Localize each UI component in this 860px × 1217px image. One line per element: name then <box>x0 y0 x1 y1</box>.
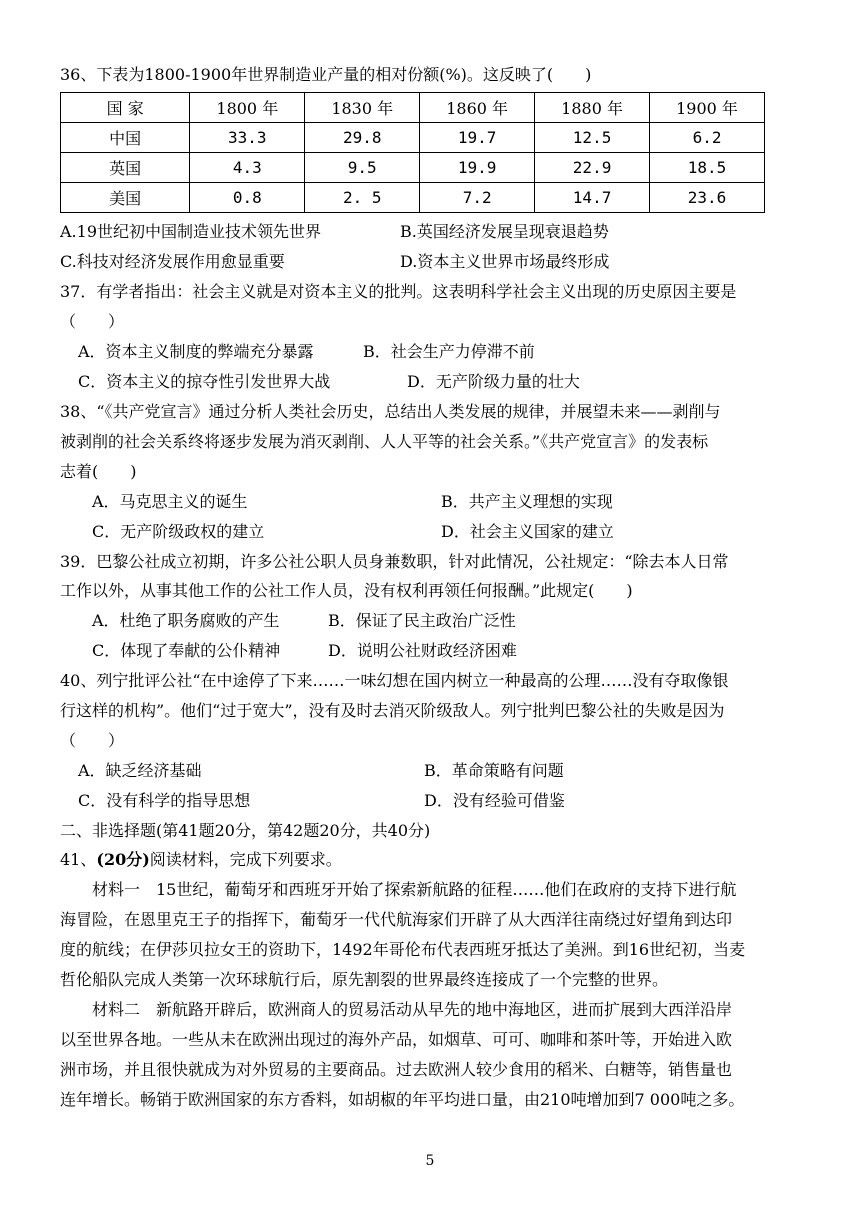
table-cell: 18.5 <box>650 153 765 183</box>
table-cell: 29.8 <box>305 123 420 153</box>
q36-option-a: A.19世纪初中国制造业技术领先世界 <box>60 222 322 241</box>
table-cell: 6.2 <box>650 123 765 153</box>
table-cell: 14.7 <box>535 183 650 213</box>
q36-option-b: B.英国经济发展呈现衰退趋势 <box>400 222 609 241</box>
table-cell: 4.3 <box>190 153 305 183</box>
q37-option-b: B．社会生产力停滞不前 <box>363 342 535 361</box>
table-cell: 7.2 <box>420 183 535 213</box>
material-two-line: 材料二 新航路开辟后，欧洲商人的贸易活动从早先的地中海地区，进而扩展到大西洋沿岸 <box>92 1000 733 1019</box>
table-cell-country: 美国 <box>61 183 190 213</box>
section-two-heading: 二、非选择题(第41题20分，第42题20分，共40分) <box>60 821 431 840</box>
q40-stem-line2: 行这样的机构”。他们“过于宽大”，没有及时去消灭阶级敌人。列宁批判巴黎公社的失败是因为 <box>60 701 725 720</box>
q39-option-d: D．说明公社财政经济困难 <box>328 641 517 660</box>
q39-stem-line2: 工作以外，从事其他工作的公社工作人员，没有权利再领任何报酬。”此规定( ) <box>60 581 633 600</box>
q36-option-c: C.科技对经济发展作用愈显重要 <box>60 252 285 271</box>
page-number: 5 <box>425 1153 435 1169</box>
table-header-cell: 1860 年 <box>420 93 535 123</box>
q40-stem-line3: （ ） <box>60 731 125 750</box>
manufacturing-share-table <box>60 92 765 213</box>
q41-number: 41、 <box>60 850 97 869</box>
q38-option-b: B．共产主义理想的实现 <box>441 492 613 511</box>
q38-stem-line2: 被剥削的社会关系终将逐步发展为消灭剥削、人人平等的社会关系。”《共产党宣言》的发表标 <box>60 432 709 451</box>
material-one-line: 哲伦船队完成人类第一次环球航行后，原先割裂的世界最终连接成了一个完整的世界。 <box>60 970 669 989</box>
material-two-line: 连年增长。畅销于欧洲国家的东方香料，如胡椒的年平均进口量，由210吨增加到7 000吨之多。 <box>60 1090 745 1109</box>
material-one-line: 海冒险，在恩里克王子的指挥下，葡萄牙一代代航海家们开辟了从大西洋往南绕过好望角到达印 <box>60 910 733 929</box>
q38-option-d: D．社会主义国家的建立 <box>441 522 614 541</box>
q39-option-a: A．杜绝了职务腐败的产生 <box>92 611 280 630</box>
q36-stem: 36、下表为1800-1900年世界制造业产量的相对份额(%)。这反映了( ) <box>60 65 592 84</box>
q37-option-a: A．资本主义制度的弊端充分暴露 <box>78 342 314 361</box>
material-one-line: 度的航线；在伊莎贝拉女王的资助下，1492年哥伦布代表西班牙抵达了美洲。到16世纪初，当麦 <box>60 940 746 959</box>
q37-option-c: C．资本主义的掠夺性引发世界大战 <box>78 372 331 391</box>
table-cell-country: 英国 <box>61 153 190 183</box>
table-row <box>61 153 765 183</box>
q39-option-c: C．体现了奉献的公仆精神 <box>92 641 281 660</box>
q38-stem-line3: 志着( ) <box>60 462 137 481</box>
q39-option-b: B．保证了民主政治广泛性 <box>328 611 516 630</box>
q37-stem-line2: （ ） <box>60 312 125 331</box>
table-header-cell: 1880 年 <box>535 93 650 123</box>
table-cell: 9.5 <box>305 153 420 183</box>
q40-stem-line1: 40、列宁批评公社“在中途停了下来……一味幻想在国内树立一种最高的公理……没有夺取像银 <box>60 671 729 690</box>
q41-heading <box>60 849 342 871</box>
q39-stem-line1: 39．巴黎公社成立初期，许多公社公职人员身兼数职，针对此情况，公社规定：“除去本人日常 <box>60 552 729 571</box>
table-cell: 23.6 <box>650 183 765 213</box>
table-cell: 12.5 <box>535 123 650 153</box>
table-header-cell: 国 家 <box>61 93 190 123</box>
table-cell: 19.9 <box>420 153 535 183</box>
table-row <box>61 123 765 153</box>
table-header-row <box>61 93 765 123</box>
table-header-cell: 1830 年 <box>305 93 420 123</box>
q40-option-d: D．没有经验可借鉴 <box>424 791 565 810</box>
table-cell: 22.9 <box>535 153 650 183</box>
table-cell: 2. 5 <box>305 183 420 213</box>
q40-option-a: A．缺乏经济基础 <box>78 761 202 780</box>
material-one-line: 材料一 15世纪，葡萄牙和西班牙开始了探索新航路的征程……他们在政府的支持下进行航 <box>92 880 737 899</box>
table-header-cell: 1900 年 <box>650 93 765 123</box>
table-cell: 33.3 <box>190 123 305 153</box>
table-header-cell: 1800 年 <box>190 93 305 123</box>
table-cell: 19.7 <box>420 123 535 153</box>
q41-score: (20分) <box>96 850 150 869</box>
material-two-line: 以至世界各地。一些从未在欧洲出现过的海外产品，如烟草、可可、咖啡和茶叶等，开始进入欧 <box>60 1030 733 1049</box>
q38-stem-line1: 38、“《共产党宣言》通过分析人类社会历史，总结出人类发展的规律，并展望未来——剥削与 <box>60 402 721 421</box>
q38-option-a: A．马克思主义的诞生 <box>92 492 248 511</box>
table-cell-country: 中国 <box>61 123 190 153</box>
q36-option-d: D.资本主义世界市场最终形成 <box>400 252 610 271</box>
table-cell: 0.8 <box>190 183 305 213</box>
q38-option-c: C．无产阶级政权的建立 <box>92 522 265 541</box>
q37-stem-line1: 37．有学者指出：社会主义就是对资本主义的批判。这表明科学社会主义出现的历史原因主要是 <box>60 282 737 301</box>
material-two-line: 洲市场，并且很快就成为对外贸易的主要商品。过去欧洲人较少食用的稻米、白糖等，销售量也 <box>60 1060 733 1079</box>
q41-instruction: 阅读材料，完成下列要求。 <box>149 850 342 869</box>
q37-option-d: D．无产阶级力量的壮大 <box>407 372 580 391</box>
table-row <box>61 183 765 213</box>
q40-option-c: C．没有科学的指导思想 <box>78 791 251 810</box>
q40-option-b: B．革命策略有问题 <box>424 761 564 780</box>
